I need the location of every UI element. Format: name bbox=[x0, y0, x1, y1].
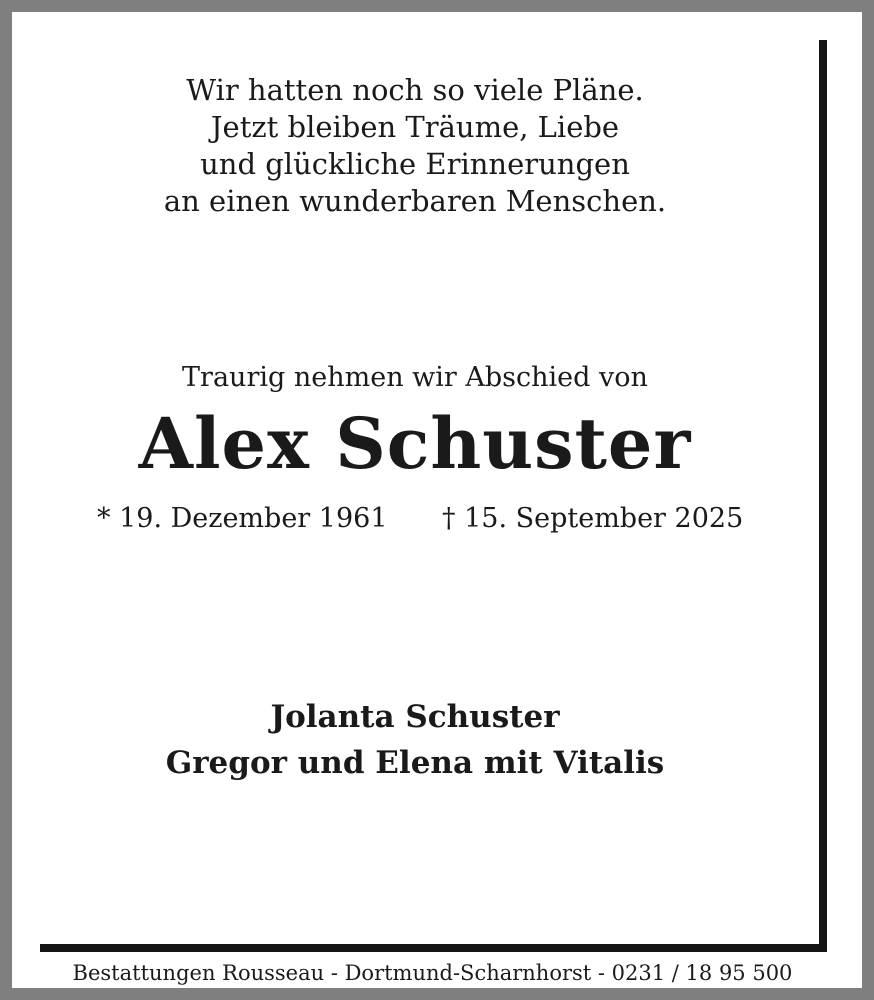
mourner-name: Gregor und Elena mit Vitalis bbox=[165, 745, 665, 781]
memorial-verse bbox=[0, 72, 830, 220]
birth-date: * 19. Dezember 1961 bbox=[97, 503, 388, 534]
frame-border-bottom bbox=[40, 944, 827, 952]
verse-line: Jetzt bleiben Träume, Liebe bbox=[210, 110, 620, 144]
funeral-home-credit: Bestattungen Rousseau - Dortmund-Scharnhorst - 0231 / 18 95 500 bbox=[72, 961, 793, 985]
verse-line: an einen wunderbaren Menschen. bbox=[163, 184, 667, 218]
farewell-intro: Traurig nehmen wir Abschied von bbox=[182, 362, 648, 393]
mourners-list bbox=[0, 694, 830, 786]
verse-line: und glückliche Erinnerungen bbox=[200, 147, 630, 181]
verse-line: Wir hatten noch so viele Pläne. bbox=[186, 73, 644, 107]
mourner-name: Jolanta Schuster bbox=[270, 699, 560, 735]
death-date: † 15. September 2025 bbox=[442, 503, 744, 534]
deceased-name: Alex Schuster bbox=[138, 402, 692, 485]
